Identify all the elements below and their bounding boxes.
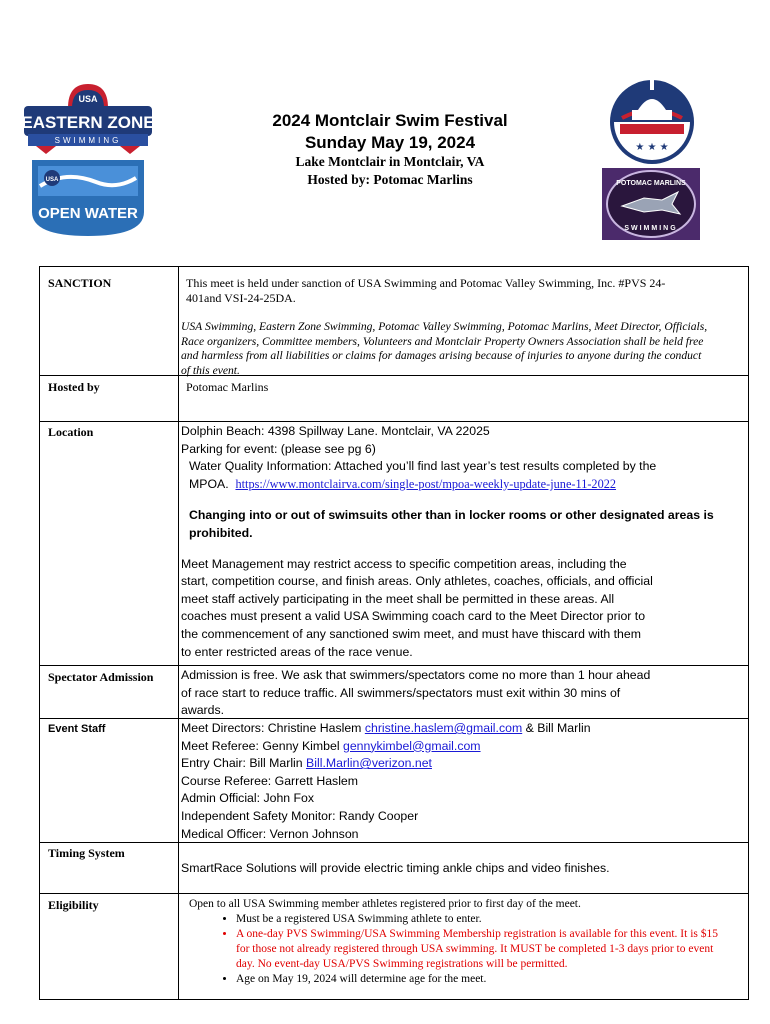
management-line: to enter restricted areas of the race venue. [181,644,413,659]
management-line: meet staff actively participating in the meet shall be permitted in these areas. All [181,591,615,606]
open-water-logo [26,156,150,238]
meet-info-table [39,266,749,1000]
admin-official: Admin Official: John Fox [181,791,315,806]
svg-text:★ ★ ★: ★ ★ ★ [635,142,669,153]
capitol-dome-icon [606,74,698,166]
safety-monitor: Independent Safety Monitor: Randy Cooper [181,808,419,823]
title-line-2: Sunday May 19, 2024 [304,133,476,152]
spectator-details [181,667,742,720]
ez-usa-text: USA [78,94,98,104]
eligibility-details [189,897,720,987]
eligibility-item-one-day-registration: • A one-day PVS Swimming/USA Swimming Membership registration is available for this event. It is $15 for those not already registered through USA swimming. It MUST be completed 1-3 days prior to event day. No event-day USA/PVS Swimming registrations will be permitted. [236,927,720,972]
eligibility-intro: Open to all USA Swimming member athletes registered prior to first day of the meet. [189,898,581,910]
label-spectator-admission: Spectator Admission [48,670,154,684]
location-details [181,423,742,661]
pvs-capitol-logo [606,74,698,166]
changing-notice-line-2: prohibited. [189,525,253,540]
ow-usa-text: USA [45,177,59,183]
eastern-zone-logo [22,78,154,154]
sanction-text [186,276,708,305]
location-parking: Parking for event: (please see pg 6) [181,441,376,456]
spectator-line: of race start to reduce traffic. All swimmers/spectators must exit within 30 mins of [181,685,621,700]
entry-chair: Entry Chair: Bill Marlin Bill.Marlin@verizon.net [181,756,432,771]
ez-main-text: EASTERN ZONE [22,113,154,132]
label-hosted-by: Hosted by [48,380,100,394]
management-line: Meet Management may restrict access to specific competition areas, including the [181,556,627,571]
meet-title [220,110,560,154]
hosted-by-value: Potomac Marlins [186,380,269,394]
location-address: Dolphin Beach: 4398 Spillway Lane. Montclair, VA 22025 [181,424,490,438]
eligibility-list [189,912,720,987]
potomac-marlins-logo [602,168,700,240]
label-eligibility: Eligibility [48,898,99,912]
subtitle-line-2: Hosted by: Potomac Marlins [307,172,473,187]
timing-details: SmartRace Solutions will provide electric timing ankle chips and video finishes. [181,861,610,875]
management-line: start, competition course, and finish areas. Only athletes, coaches, officials, and official [181,574,653,589]
water-quality-line-1: Water Quality Information: Attached you’ll find last year’s test results completed by the [189,459,657,474]
label-location: Location [48,425,94,439]
meet-referee: Meet Referee: Genny Kimbel gennykimbel@gmail.com [181,738,481,753]
eligibility-item: • Age on May 19, 2024 will determine age for the meet. [236,972,720,987]
referee-email-link[interactable]: gennykimbel@gmail.com [343,738,481,753]
label-sanction: SANCTION [48,276,112,290]
changing-notice-line-1: Changing into or out of swimsuits other than in locker rooms or other designated areas is [189,508,714,523]
water-quality-link[interactable]: https://www.montclairva.com/single-post/mpoa-weekly-update-june-11-2022 [235,476,617,491]
director-email-link[interactable]: christine.haslem@gmail.com [364,721,523,735]
management-paragraph [181,556,742,662]
management-line: coaches must present a valid USA Swimming coach card to the Meet Director prior to [181,609,646,624]
title-line-1: 2024 Montclair Swim Festival [272,111,508,130]
ez-sub-text: SWIMMING [54,136,122,145]
pm-top-text: POTOMAC MARLINS [616,180,686,187]
pm-bottom-text: SWIMMING [624,225,678,232]
subtitle-line-1: Lake Montclair in Montclair, VA [295,154,485,169]
waiver-text: USA Swimming, Eastern Zone Swimming, Potomac Valley Swimming, Potomac Marlins, Meet Director, Officials, Race organizers, Committee members, Volunteers and Montclair Property Owners Association shall be held free and harmless from all liabilities or claims for damages arising because of injuries to anyone during the conduct of this event. [181,320,708,377]
meet-subtitle [220,153,560,189]
course-referee: Course Referee: Garrett Haslem [181,773,359,788]
event-staff-details [181,720,742,843]
label-timing-system: Timing System [48,846,125,860]
spectator-line: Admission is free. We ask that swimmers/spectators come no more than 1 hour ahead [181,668,651,682]
meet-directors: Meet Directors: Christine Haslem christine.haslem@gmail.com & Bill Marlin [181,721,591,735]
spectator-line: awards. [181,703,225,718]
sanction-line-1: This meet is held under sanction of USA Swimming and Potomac Valley Swimming, Inc. #PVS 24- [186,276,666,290]
medical-officer: Medical Officer: Vernon Johnson [181,826,359,841]
entry-chair-email-link[interactable]: Bill.Marlin@verizon.net [306,756,432,771]
water-quality-line-2: MPOA. https://www.montclairva.com/single-post/mpoa-weekly-update-june-11-2022 [189,476,617,491]
management-line: the commencement of any sanctioned swim meet, and must have thiscard with them [181,626,641,641]
ow-main-text: OPEN WATER [38,205,138,222]
label-event-staff: Event Staff [48,723,106,735]
eligibility-item: • Must be a registered USA Swimming athlete to enter. [236,912,720,927]
sanction-waiver [181,320,708,378]
sanction-line-2: 401and VSI-24-25DA. [186,290,296,305]
